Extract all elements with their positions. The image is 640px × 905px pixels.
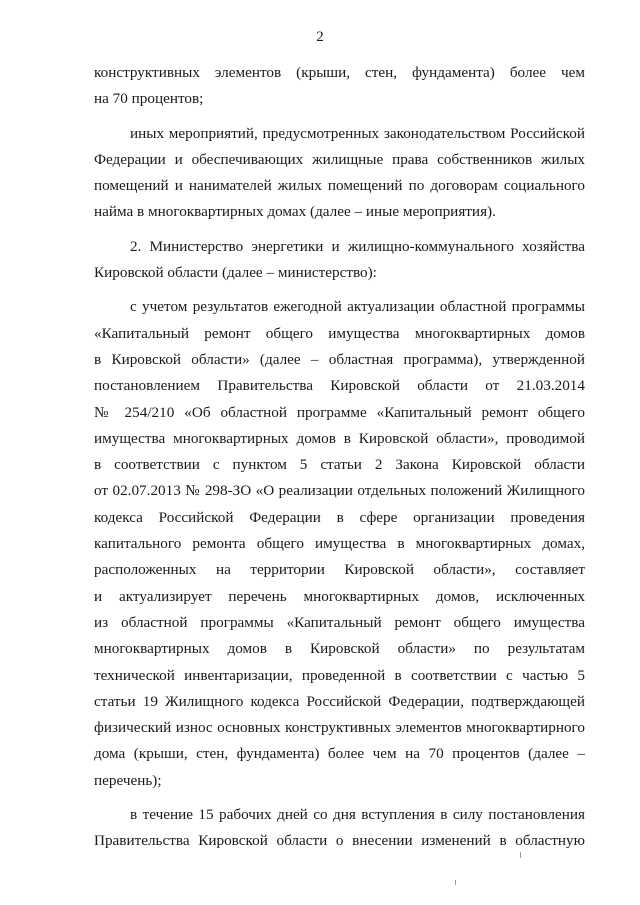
paragraph-line: расположенных на территории Кировской области», составляет xyxy=(94,561,585,579)
paragraph-line: в соответствии с пунктом 5 статьи 2 Закона Кировской области xyxy=(94,456,585,474)
paragraph-line: иных мероприятий, предусмотренных законодательством Российской xyxy=(130,124,585,142)
paragraph-line: из областной программы «Капитальный ремонт общего имущества xyxy=(94,613,585,631)
paragraph-line: Федерации и обеспечивающих жилищные права собственников жилых xyxy=(94,150,585,168)
paragraph-line: в течение 15 рабочих дней со дня вступления в силу постановления xyxy=(130,806,585,824)
scan-artifact xyxy=(520,852,521,858)
paragraph-line: от 02.07.2013 № 298-ЗО «О реализации отдельных положений Жилищного xyxy=(94,482,585,500)
paragraph-line: имущества многоквартирных домов в Кировской области», проводимой xyxy=(94,429,585,447)
paragraph-line: Кировской области (далее – министерство): xyxy=(94,264,377,282)
paragraph-line: физический износ основных конструктивных элементов многоквартирного xyxy=(94,719,585,737)
paragraph-line: в Кировской области» (далее – областная программа), утвержденной xyxy=(94,350,585,368)
paragraph-line: статьи 19 Жилищного кодекса Российской Федерации, подтверждающей xyxy=(94,692,585,710)
paragraph-line: найма в многоквартирных домах (далее – иные мероприятия). xyxy=(94,203,496,221)
paragraph-line: кодекса Российской Федерации в сфере организации проведения xyxy=(94,508,585,526)
paragraph-line: технической инвентаризации, проведенной в соответствии с частью 5 xyxy=(94,666,585,684)
paragraph-line: на 70 процентов; xyxy=(94,90,204,108)
paragraph-line: дома (крыши, стен, фундамента) более чем на 70 процентов (далее – xyxy=(94,745,585,763)
paragraph-line: постановлением Правительства Кировской области от 21.03.2014 xyxy=(94,377,585,395)
document-body xyxy=(94,60,585,855)
paragraph-line: конструктивных элементов (крыши, стен, фундамента) более чем xyxy=(94,64,585,81)
paragraph-line: «Капитальный ремонт общего имущества многоквартирных домов xyxy=(94,324,585,342)
paragraph-line: № 254/210 «Об областной программе «Капитальный ремонт общего xyxy=(94,403,585,421)
paragraph-line: с учетом результатов ежегодной актуализации областной программы xyxy=(130,298,585,316)
paragraph-line: Правительства Кировской области о внесении изменений в областную xyxy=(94,832,585,850)
scan-artifact xyxy=(455,880,456,885)
paragraph-line: перечень); xyxy=(94,771,162,789)
paragraph-line: 2. Министерство энергетики и жилищно-коммунального хозяйства xyxy=(130,237,585,255)
paragraph-line: многоквартирных домов в Кировской области» по результатам xyxy=(94,640,585,658)
paragraph-line: помещений и нанимателей жилых помещений по договорам социального xyxy=(94,177,585,195)
paragraph-line: и актуализирует перечень многоквартирных домов, исключенных xyxy=(94,587,585,605)
paragraph-line: капитального ремонта общего имущества в многоквартирных домах, xyxy=(94,535,585,553)
page-number: 2 xyxy=(316,29,324,45)
